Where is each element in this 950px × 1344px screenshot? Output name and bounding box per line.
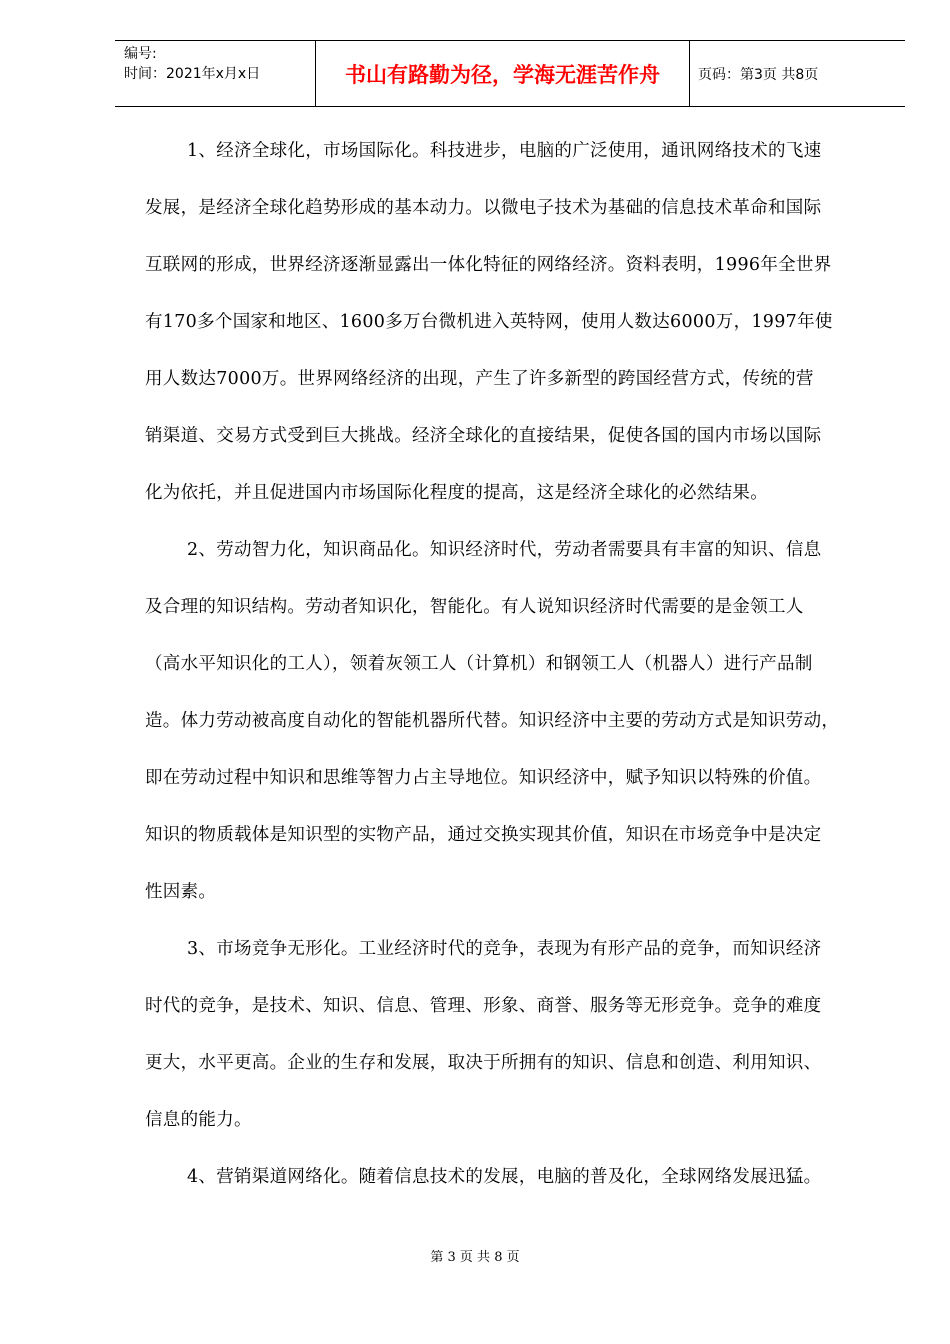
document-body	[145, 123, 875, 1206]
text-line: 更大，水平更高。企业的生存和发展，取决于所拥有的知识、信息和创造、利用知识、	[145, 1053, 822, 1073]
text-line: 信息的能力。	[145, 1110, 252, 1130]
text-line: 时代的竞争，是技术、知识、信息、管理、形象、商誉、服务等无形竞争。竞争的难度	[145, 996, 822, 1016]
text-line: 有170多个国家和地区、1600多万台微机进入英特网，使用人数达6000万，1997年使	[145, 312, 833, 332]
doc-time-label: 时间：2021年x月x日	[124, 66, 261, 82]
text-line: 销渠道、交易方式受到巨大挑战。经济全球化的直接结果，促使各国的国内市场以国际	[145, 426, 822, 446]
text-line: （高水平知识化的工人），领着灰领工人（计算机）和钢领工人（机器人）进行产品制	[145, 654, 813, 674]
page-footer	[0, 1246, 950, 1265]
text-line: 及合理的知识结构。劳动者知识化，智能化。有人说知识经济时代需要的是金领工人	[145, 597, 804, 617]
paragraph-first-line: 1、经济全球化，市场国际化。科技进步，电脑的广泛使用，通讯网络技术的飞速	[187, 141, 822, 161]
header-meta-cell	[115, 41, 316, 106]
text-line: 性因素。	[145, 882, 217, 902]
text-line: 化为依托，并且促进国内市场国际化程度的提高，这是经济全球化的必然结果。	[145, 483, 768, 503]
text-line: 发展，是经济全球化趋势形成的基本动力。以微电子技术为基础的信息技术革命和国际	[145, 198, 822, 218]
header-motto-cell	[316, 41, 690, 106]
text-line: 用人数达7000万。世界网络经济的出现，产生了许多新型的跨国经营方式，传统的营	[145, 369, 814, 389]
paragraph-first-line: 4、营销渠道网络化。随着信息技术的发展，电脑的普及化，全球网络发展迅猛。	[187, 1167, 822, 1187]
header-motto: 书山有路勤为径，学海无涯苦作舟	[345, 61, 660, 87]
text-line: 即在劳动过程中知识和思维等智力占主导地位。知识经济中，赋予知识以特殊的价值。	[145, 768, 822, 788]
paragraph-first-line: 3、市场竞争无形化。工业经济时代的竞争，表现为有形产品的竞争，而知识经济	[187, 939, 822, 959]
header-page-cell	[690, 41, 905, 106]
text-line: 互联网的形成，世界经济逐渐显露出一体化特征的网络经济。资料表明，1996年全世界	[145, 255, 832, 275]
text-line: 知识的物质载体是知识型的实物产品，通过交换实现其价值，知识在市场竞争中是决定	[145, 825, 822, 845]
footer-page-number: 第 3 页 共 8 页	[430, 1250, 520, 1265]
doc-code-label: 编号:	[124, 46, 157, 62]
page-header	[115, 40, 905, 107]
paragraph-first-line: 2、劳动智力化，知识商品化。知识经济时代，劳动者需要具有丰富的知识、信息	[187, 540, 822, 560]
header-page-info: 页码：第3页 共8页	[698, 66, 819, 83]
text-line: 造。体力劳动被高度自动化的智能机器所代替。知识经济中主要的劳动方式是知识劳动，	[145, 711, 840, 731]
